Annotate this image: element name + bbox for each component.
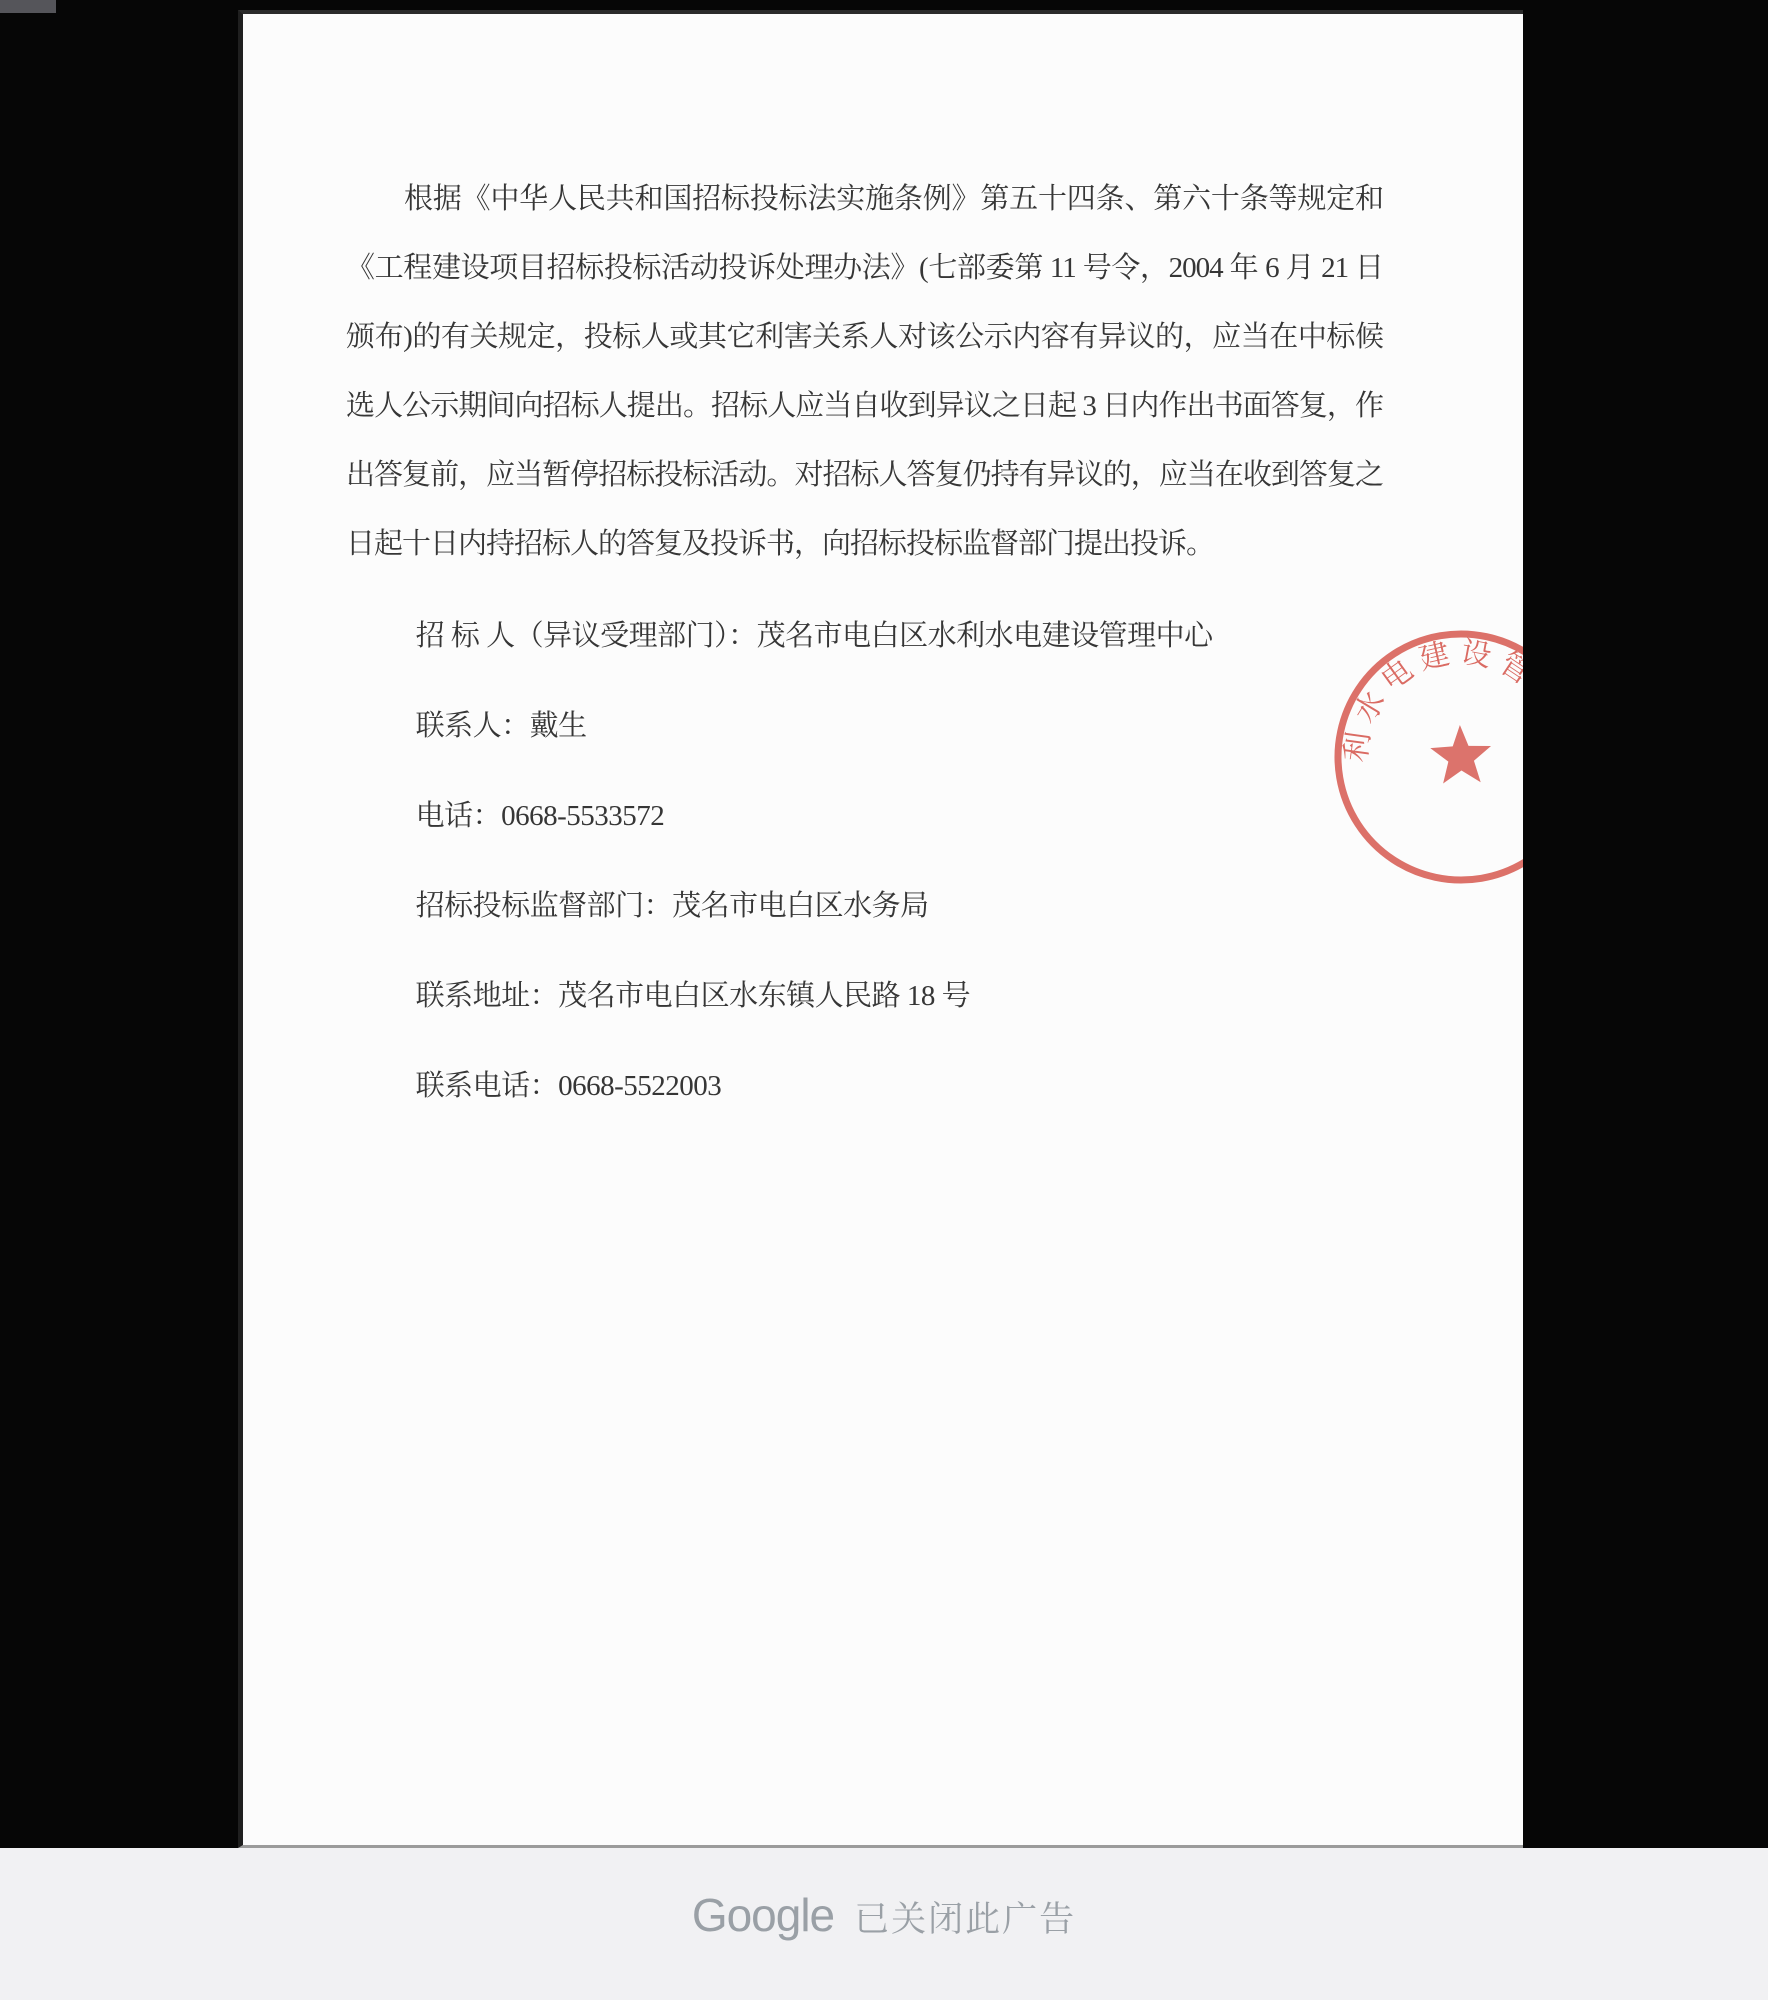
legal-paragraph: 根据《中华人民共和国招标投标法实施条例》第五十四条、第六十条等规定和《工程建设项目招标投标活动投诉处理办法》(七部委第 11 号令，2004 年 6 月 21 日颁布)的有关规定，投标人或其它利害关系人对该公示内容有异议的，应当在中标候选人公示期间向招标人提出。招标人应当自收到异议之日起 3 日内作出书面答复，作出答复前，应当暂停招标投标活动。对招标人答复仍持有异议的，应当在收到答复之日起十日内持招标人的答复及投诉书，向招标投标监督部门提出投诉。 [346,183,1383,560]
official-seal [1316,612,1583,902]
ad-closed-banner [0,1848,1768,2000]
contact-line-person: 联系人：戴生 [415,710,587,742]
document-page [238,10,1583,1848]
ad-closed-message: 已关闭此广告 [854,1900,1077,1939]
contact-line-tenderer: 招 标 人（异议受理部门）：茂名市电白区水利水电建设管理中心 [415,620,1213,652]
scan-corner-artifact [0,0,56,13]
document-body [243,14,1583,1102]
svg-text:利水电建设管理中心 [1337,614,1583,809]
contact-line-contact-phone: 联系电话：0668-5522003 [415,1070,722,1102]
seal-star-icon [1430,724,1493,784]
contact-line-address: 联系地址：茂名市电白区水东镇人民路 18 号 [415,980,971,1012]
contact-line-phone: 电话：0668-5533572 [415,800,665,832]
seal-arc-text: 利水电建设管理中心 [1339,635,1583,804]
contact-line-supervision-dept: 招标投标监督部门：茂名市电白区水务局 [415,890,929,922]
google-logo: Google [691,1889,835,1941]
